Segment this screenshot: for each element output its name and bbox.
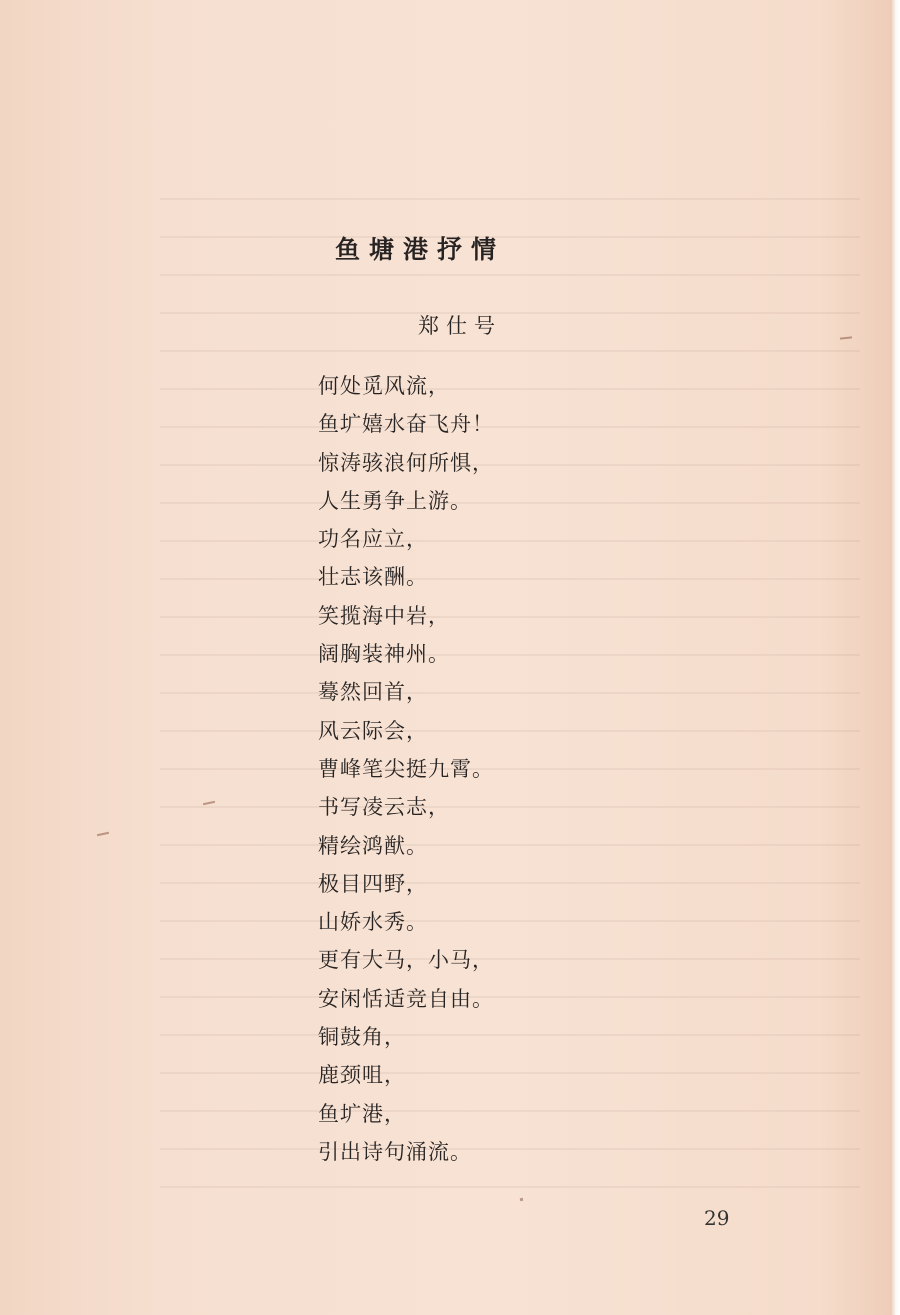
- poem-line: 铜鼓角，: [318, 1025, 406, 1050]
- poem-line: 风云际会，: [318, 718, 428, 743]
- poem-line: 人生勇争上游。: [318, 488, 472, 513]
- poem-line: 笑揽海中岩，: [318, 603, 450, 628]
- paper-speck: [97, 832, 109, 836]
- page-edge: [890, 0, 900, 1315]
- poem-line: 书写凌云志，: [318, 795, 450, 820]
- poem-line: 极目四野，: [318, 871, 428, 896]
- page-number: 29: [704, 1206, 730, 1230]
- poem-line: 蓦然回首，: [318, 680, 428, 705]
- poem-line: 精绘鸿猷。: [318, 833, 428, 858]
- poem-line: 鹿颈咀，: [318, 1063, 406, 1088]
- poem-body: [318, 367, 494, 1171]
- poem-line: 引出诗句涌流。: [318, 1139, 472, 1164]
- poem-line: 鱼圹港，: [318, 1101, 406, 1126]
- poem-line: 安闲恬适竞自由。: [318, 986, 494, 1011]
- poem-line: 鱼圹嬉水奋飞舟！: [318, 412, 494, 437]
- paper-speck: [203, 801, 215, 805]
- poem-line: 更有大马，小马，: [318, 948, 494, 973]
- poem-line: 壮志该酬。: [318, 565, 428, 590]
- poem-line: 功名应立，: [318, 527, 428, 552]
- poem-title: 鱼塘港抒情: [334, 235, 505, 264]
- paper-speck: [520, 1198, 524, 1202]
- poem-author: 郑仕号: [418, 314, 502, 338]
- poem-line: 山娇水秀。: [318, 910, 428, 935]
- poem-line: 阔胸装神州。: [318, 642, 450, 667]
- poem-line: 曹峰笔尖挺九霄。: [318, 756, 494, 781]
- poem-line: 何处觅风流，: [318, 374, 450, 398]
- poem-line: 惊涛骇浪何所惧，: [318, 450, 494, 475]
